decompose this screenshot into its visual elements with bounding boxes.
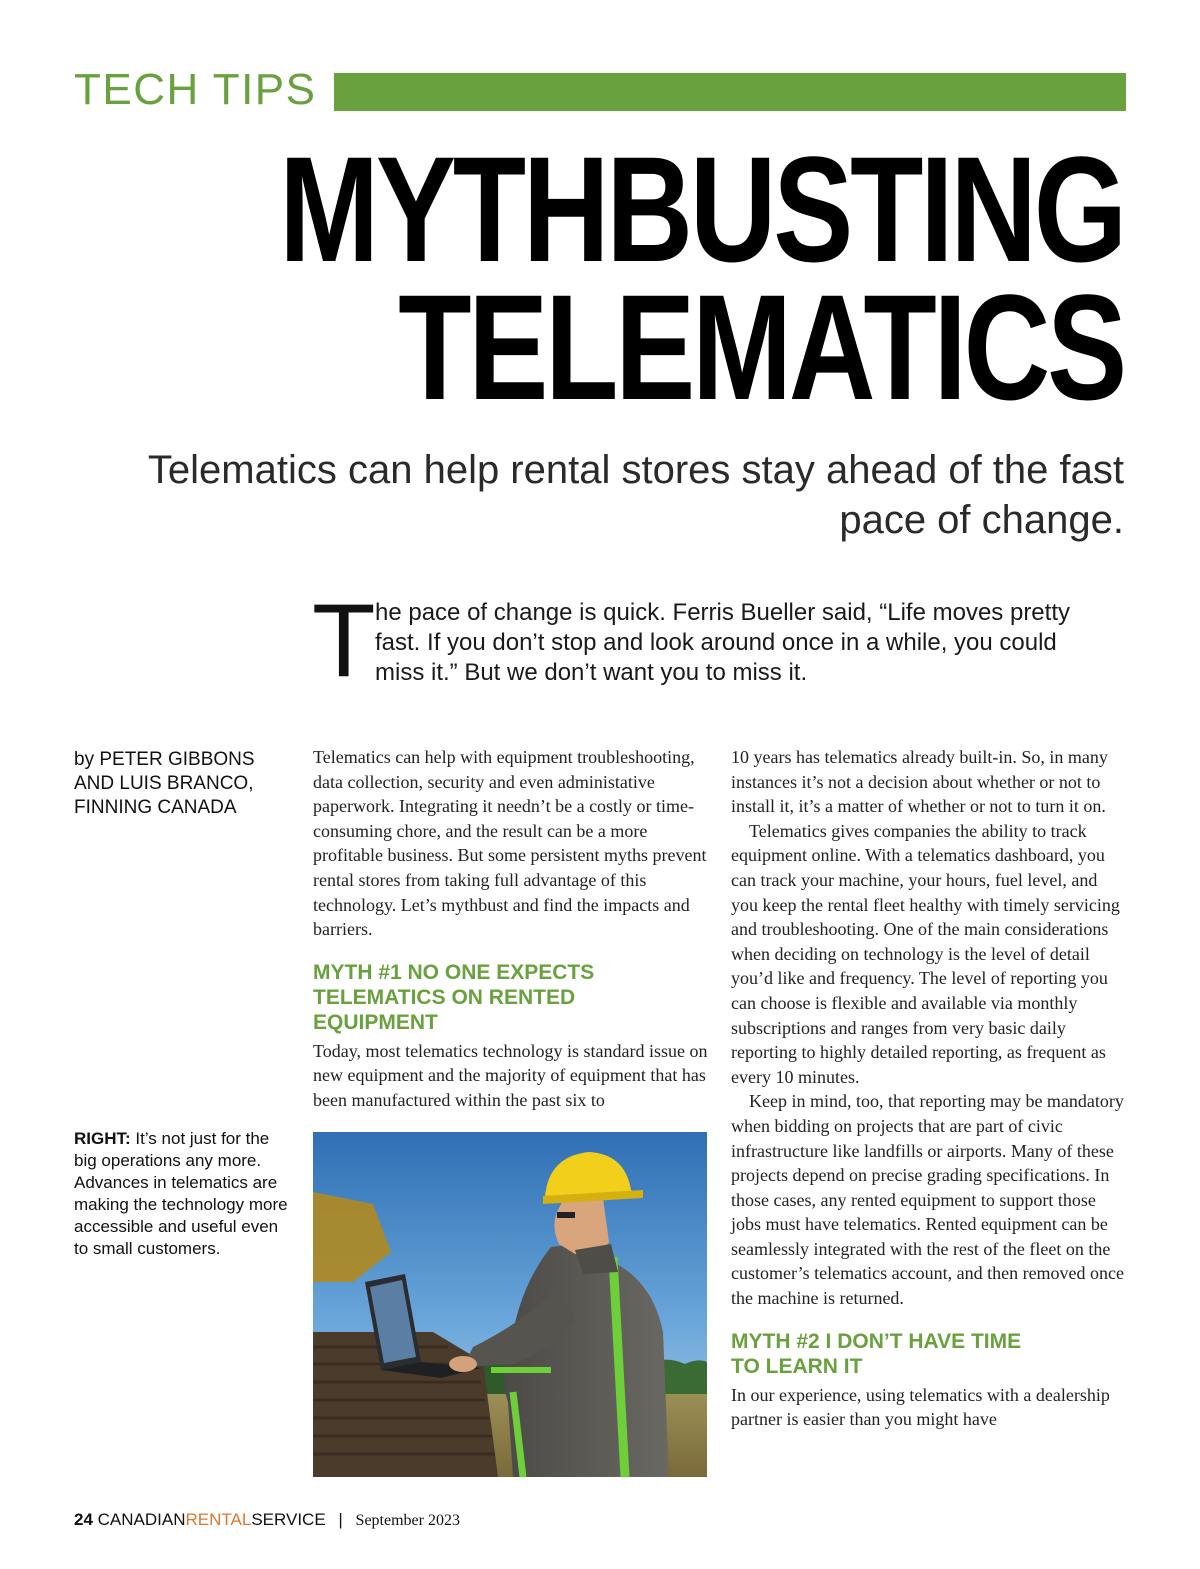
myth-1-paragraph: Today, most telematics technology is standard issue on new equipment and the majority of equipment that has been manufactured within the past six to (313, 1040, 708, 1110)
headline-line-2: TELEMATICS (398, 263, 1125, 431)
photo-caption (74, 1128, 292, 1260)
column-2-paragraph-3: Keep in mind, too, that reporting may be mandatory when bidding on projects that are part of civic infrastructure like landfills or airports. Many of these projects depend on precise grading specifications. In those cases, any rented equipment to support those jobs must have telematics. Rented equipment can be seamlessly integrated with the rest of the fleet on the customer’s telematics account, and then removed once the machine is returned. (731, 1091, 1125, 1309)
article-column-1 (313, 745, 708, 1113)
lede (312, 583, 1112, 699)
section-bar (334, 73, 1126, 111)
byline: by PETER GIBBONS AND LUIS BRANCO, FINNING CANADA (74, 749, 255, 818)
brand-part-3: SERVICE (251, 1510, 326, 1529)
footer-separator: | (338, 1510, 343, 1529)
issue-date: September 2023 (355, 1512, 460, 1529)
brand-part-2: RENTAL (185, 1510, 252, 1529)
publication-name (98, 1510, 326, 1529)
drop-cap: T (312, 583, 376, 699)
section-label: TECH TIPS (74, 65, 317, 114)
page-footer (74, 1508, 460, 1533)
myth-2-paragraph: In our experience, using telematics with a dealership partner is easier than you might have (731, 1384, 1110, 1430)
myth-2-heading: MYTH #2 I DON’T HAVE TIME TO LEARN IT (731, 1329, 1022, 1378)
lede-text: he pace of change is quick. Ferris Bueller said, “Life moves pretty fast. If you don’t stop and look around once in a while, you could miss it.” But we don’t want you to miss it. (375, 599, 1070, 686)
worker-with-laptop-image (313, 1132, 707, 1477)
intro-paragraph: Telematics can help with equipment troubleshooting, data collection, security and even administative paperwork. Integrating it needn’t be a costly or time-consuming chore, and the result can be a more profitable business. But some persistent myths prevent rental stores from taking full advantage of this technology. Let’s mythbust and find the impacts and barriers. (313, 747, 707, 940)
caption-label: RIGHT: (74, 1129, 131, 1148)
subheadline: Telematics can help rental stores stay ahead of the fast pace of change. (147, 448, 1124, 542)
column-2-paragraph-2: Telematics gives companies the ability to track equipment online. With a telematics dashboard, you can track your machine, your hours, fuel level, and you keep the rental fleet healthy with timely servicing and troubleshooting. One of the main considerations when deciding on technology is the level of detail you’d like and frequency. The level of reporting you can choose is flexible and available via monthly subscriptions and ranges from very basic daily reporting to highly detailed reporting, as frequent as every 10 minutes. (731, 820, 1120, 1087)
myth-1-heading: MYTH #1 NO ONE EXPECTS TELEMATICS ON RENTED EQUIPMENT (313, 960, 595, 1034)
article-column-2 (731, 745, 1126, 1432)
caption-text: It’s not just for the big operations any more. Advances in telematics are making the technology more accessible and useful even to small customers. (74, 1129, 288, 1258)
section-header (74, 66, 1126, 114)
page-number: 24 (74, 1510, 93, 1529)
article-photo (313, 1132, 707, 1477)
column-2-paragraph-1: 10 years has telematics already built-in. So, in many instances it’s not a decision about whether or not to install it, it’s a matter of whether or not to turn it on. (731, 747, 1108, 817)
headline-line-1: MYTHBUSTING (279, 125, 1124, 293)
brand-part-1: CANADIAN (97, 1510, 186, 1529)
headline (279, 125, 1125, 431)
